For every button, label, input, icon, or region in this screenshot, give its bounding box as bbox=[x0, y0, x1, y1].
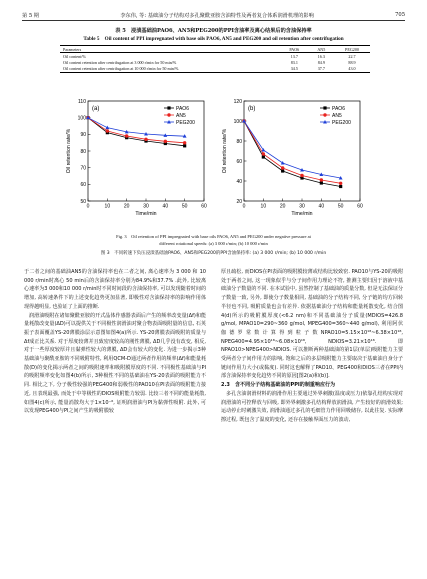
data-point-an5 bbox=[262, 152, 265, 155]
legend-marker bbox=[167, 106, 170, 109]
running-header bbox=[22, 10, 405, 20]
data-point-pao6 bbox=[262, 155, 265, 158]
data-point-an5 bbox=[164, 140, 167, 143]
table-header-cell: PEG200 bbox=[345, 46, 359, 52]
table-cell: 88.9 bbox=[348, 59, 356, 65]
legend-label: PEG200 bbox=[332, 119, 351, 126]
data-point-an5 bbox=[281, 166, 284, 169]
data-point-an5 bbox=[320, 178, 323, 181]
x-tick-label: 0 bbox=[86, 203, 90, 210]
legend-marker bbox=[323, 113, 326, 116]
x-axis-label: Time/min bbox=[135, 211, 157, 217]
data-point-pao6 bbox=[183, 144, 186, 147]
panel-label: (b) bbox=[248, 106, 256, 112]
y-tick-label: 40 bbox=[236, 178, 242, 185]
legend-marker bbox=[167, 113, 170, 116]
x-tick-label: 40 bbox=[162, 203, 169, 210]
x-tick-label: 20 bbox=[279, 203, 286, 210]
figure-caption-en-1: Fig. 3 Oil retention of PPI impregnated with base oils PAO6, AN5 and PEG200 under negative pressure at bbox=[116, 234, 311, 239]
y-axis-label: Oil retention rate/% bbox=[66, 128, 72, 174]
figure-caption-cn: 图 3 不同转速下负压浸渍基础油PAO6、AN5和PEG200的PPI含油保持率: (a) 3 000 r/min; (b) 10 000 r/min bbox=[100, 251, 327, 256]
data-point-pao6 bbox=[320, 181, 323, 184]
y-tick-label: 20 bbox=[236, 198, 242, 205]
table-cell: 16.3 bbox=[317, 53, 325, 59]
issue-number: 第 5 期 bbox=[22, 12, 39, 19]
x-axis-label: Time/min bbox=[291, 211, 313, 217]
legend-marker bbox=[323, 106, 326, 109]
table-row bbox=[60, 53, 370, 60]
data-point-an5 bbox=[300, 174, 303, 177]
legend-label: AN5 bbox=[176, 112, 186, 119]
y-tick-label: 80 bbox=[236, 138, 242, 145]
paragraph: 多孔含油润滑材料的润滑作用主要通过外界刺激(温度或压力)依靠孔结构实现对润滑油的可控释放与回吸, 即外界刺激多孔结构释放润滑油, 产生较好的润滑效果; 运动停止时刺激失效, 润滑油通过多孔的毛细管力作用回吸储存, 以此往复. 实际摩擦过程, 既包含了温度的变化, 还存在接触界面压力的波动, bbox=[221, 390, 403, 423]
y-tick-label: 90 bbox=[80, 132, 86, 139]
data-point-an5 bbox=[144, 138, 147, 141]
section-heading: 2.3 含不同分子结构基础油的PPI的制重响应行为 bbox=[221, 382, 336, 389]
table-caption-cn: 表 5 浸渍基础油PAO6、AN5和PEG200的PPI含油率及离心结果后的含油保持率 bbox=[115, 28, 312, 34]
data-point-pao6 bbox=[339, 185, 342, 188]
running-title: 李东伟, 等: 基础油分子结构对多孔聚酰亚胺含油特性及两者复合体系润滑机理的影响 bbox=[120, 12, 314, 19]
y-tick-label: 120 bbox=[233, 98, 242, 105]
plot-frame bbox=[88, 101, 204, 201]
table-row bbox=[60, 66, 370, 73]
paragraph: 润滑油吸附在诸如聚酰亚胺的开式晶体作感器表面后产生的频率改变量(Δf)和能量耗散改变量(ΔD)可以提供关于不同极性润滑油对聚合物表面吸附量的信息, 石英振子表面覆盖YS-20薄膜涂层示意图如图4(a)所示. YS-20薄膜表面吸附的质量与Δf成正比关系. 对于厚度较薄并且致密度较高的刚性薄膜, ΔD几乎没有改变, 相反, 对于一些厚度较厚并且黏弹性较大的薄膜, ΔD会有较大的变化. 为进一步揭示3种基础油与聚酰亚胺的不同吸附特性, 利用QCM-D通过两者作用的频率(Δf)和能量耗散(D)的变化揭示两者之间的吸附速率和吸附膜厚度的不同. 不同极性基础油与PI的吸附频率变化如图4(b)所示, 3种极性不同的基础油在YS-20表面的吸附能力不同. 相比之下, 分子极性较强的PEG400和弱极性的PAO10在PI表面的吸附能力接近, 且表现最强, 而处于中等极性的DIOS吸附能力较弱. 比较三者不同的能量耗散, 如图4(c)所示, 能量消散均大于1×10⁻⁶, 证明润滑油与PI为黏弹性吸附. 此外, 可以发现PEG400与PI之间产生的吸附膜较 bbox=[24, 312, 206, 415]
retention-chart-b bbox=[218, 95, 368, 230]
table-header-cell: PAO6 bbox=[289, 46, 300, 52]
y-tick-label: 50 bbox=[80, 198, 86, 205]
x-tick-label: 10 bbox=[260, 203, 267, 210]
x-tick-label: 60 bbox=[201, 203, 207, 210]
header-rule bbox=[22, 20, 405, 21]
y-axis-label: Oil retention rate/% bbox=[222, 128, 228, 174]
x-tick-label: 20 bbox=[123, 203, 130, 210]
table-cell: 22.7 bbox=[348, 53, 356, 59]
y-tick-label: 100 bbox=[77, 115, 86, 122]
x-tick-label: 30 bbox=[299, 203, 305, 210]
table-cell: Oil content retention after centrifugation at 3 000 r/min for 50 min/% bbox=[63, 59, 177, 65]
chart-panel-a bbox=[62, 95, 212, 234]
y-tick-label: 60 bbox=[80, 182, 86, 189]
table-cell: Oil content retention after centrifugation at 10 000 r/min for 50 min/% bbox=[63, 66, 179, 72]
page-number: 705 bbox=[395, 12, 405, 18]
x-tick-label: 10 bbox=[104, 203, 111, 210]
table-cell: Oil content/% bbox=[63, 53, 86, 59]
oil-content-table bbox=[60, 45, 370, 73]
paragraph: 于二者之间的基础油AN5的含油保持率也在二者之间, 离心速率为 3 000 和 10 000 r/min时离心 50 min后的含油保持率分别为84.9%和37.7% .此外, 比较离心速率为3 000和10 000 r/min时不同时间段的含油保持率, 可以发现随着时间的增加, 高转速条件下的上述变化趋势更加显著, 即极性对含油保持率的影响作用体现得越明显, 也验证了上面的推断. bbox=[24, 269, 206, 310]
figure-caption-en-2: different rotational speeds: (a) 3 000 r/min; (b) 10 000 r/min bbox=[159, 241, 268, 246]
table-cell: 83.1 bbox=[290, 59, 298, 65]
left-column bbox=[24, 268, 206, 416]
chart-panel-b bbox=[218, 95, 368, 234]
data-point-an5 bbox=[106, 129, 109, 132]
table-cell: 37.7 bbox=[317, 66, 325, 72]
x-tick-label: 40 bbox=[318, 203, 325, 210]
y-tick-label: 100 bbox=[233, 118, 242, 125]
data-point-an5 bbox=[339, 182, 342, 185]
x-tick-label: 0 bbox=[242, 203, 246, 210]
table-cell: 13.7 bbox=[290, 53, 298, 59]
table-cell: 43.0 bbox=[348, 66, 356, 72]
y-tick-label: 110 bbox=[78, 98, 86, 105]
legend-label: PAO6 bbox=[176, 105, 189, 112]
paragraph: 厚且疏松, 而DIOS在PI表面的吸附膜较薄或结构比较致密. PAO10与YS-20的吸附处于两者之间, 这一现象似乎与分子间作用力理论不符, 推测主要归因于溶液中基础油分子数量的不同. 在本试验中, 虽然控制了基础油的质量分数, 但是无法保证分子数量一致, 另外, 即使分子数量相同, 基础油的分子结构不同, 分子链的均方回转半径也不同, 吸附质量也会有差异. 依据基础油分子结构和能量耗散变化, 结合图4(d)所示的吸附膜厚度(<6.2 nm)和不同基础油分子质量(MDIOS=426.8 g/mol, MPAO10=290~360 g/mol, MPEG400=360~440 g/mol), 利用阿伏伽德罗常数计算得到粒子数NPAO10=5.15×10¹⁸~6.38×10¹⁸, NPEG400=4.95×10¹⁸~6.08×10¹⁸, NDIOS=3.21×10¹⁸. 即NPAO10>NPEG400>NDIOS. 可以推断两种基础油的第1层(单层)吸附能力主要受两者分子间作用力的影响, 饱和之后的多层吸附能力主要取决于基础油自身分子链间作用力大小(或黏度). 同时这也解释了PAO10、PEG400和DIOS三者在PPI内部含油保持率变化趋势不同的原因[图2(a)和(b)]. bbox=[221, 269, 403, 380]
table-cell: 84.9 bbox=[317, 59, 325, 65]
table-header-row bbox=[60, 46, 370, 53]
table-header-cell: AN5 bbox=[317, 46, 326, 52]
x-tick-label: 30 bbox=[143, 203, 149, 210]
data-point-an5 bbox=[125, 134, 128, 137]
retention-chart-a bbox=[62, 95, 212, 230]
table-caption-en: Table 5 Oil content of PPI impregnated with base oils PAO6, AN5 and PEG200 and oil retention after centrifugation bbox=[83, 36, 344, 42]
legend-label: PAO6 bbox=[332, 105, 345, 112]
y-tick-label: 60 bbox=[236, 158, 242, 165]
legend-label: PEG200 bbox=[176, 119, 195, 126]
x-tick-label: 60 bbox=[357, 203, 363, 210]
table-header-cell: Parameters bbox=[63, 46, 82, 52]
right-column bbox=[221, 268, 403, 425]
data-point-an5 bbox=[183, 141, 186, 144]
x-tick-label: 50 bbox=[337, 203, 344, 210]
y-tick-label: 70 bbox=[80, 165, 86, 172]
panel-label: (a) bbox=[92, 106, 100, 112]
x-tick-label: 50 bbox=[181, 203, 188, 210]
data-point-pao6 bbox=[281, 169, 284, 172]
y-tick-label: 80 bbox=[80, 148, 86, 155]
legend-label: AN5 bbox=[332, 112, 342, 119]
table-cell: 34.5 bbox=[290, 66, 298, 72]
